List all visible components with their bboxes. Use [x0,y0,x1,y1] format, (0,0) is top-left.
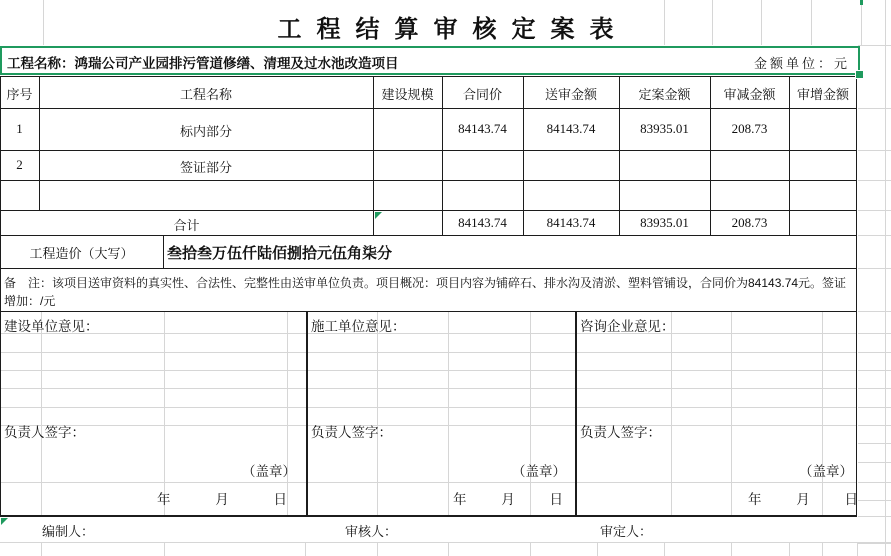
cost-words-label: 工程造价（大写） [29,246,134,261]
gridline [530,543,531,556]
gridline [858,407,891,408]
col-header-contract: 合同价 [462,87,502,102]
gridline [1,388,856,389]
col-header-serial: 序号 [6,87,33,102]
table-border-line [0,515,857,517]
gridline [448,543,449,556]
gridline [858,352,891,353]
cell-name: 签证部分 [179,160,232,175]
col-header-reduced: 审减金额 [723,87,776,102]
cell-contract: 84143.74 [458,121,507,136]
gridline [822,543,823,556]
table-border-line [523,76,524,236]
cell-name: 标内部分 [179,124,232,139]
gridline [822,312,823,515]
gridline [1,352,856,353]
gridline [858,443,891,444]
table-border-line [789,76,790,236]
seal-label: （盖章） [242,464,296,479]
gridline [164,543,165,556]
amount-unit-label: 金额单位：元 [753,56,850,71]
seal-label: （盖章） [799,464,853,479]
col-header-increased: 审增金额 [796,87,849,102]
day-label: 日 [549,492,563,507]
month-label: 月 [501,492,515,507]
selection-fill-handle[interactable] [855,70,864,79]
col-header-name: 工程名称 [179,87,232,102]
table-border-line [306,311,308,517]
cell-serial: 2 [16,157,23,172]
month-label: 月 [215,492,229,507]
col-header-scale: 建设规模 [381,87,434,102]
table-border-line [163,235,164,269]
cell-error-triangle-icon [1,518,8,525]
gridline [1,370,856,371]
gridline [789,543,790,556]
cell-finalized: 83935.01 [640,121,689,136]
cost-words-value: 叁拾叁万伍仟陆佰捌拾元伍角柒分 [167,245,393,262]
col-header-submitted: 送审金额 [544,87,597,102]
gridline [731,543,732,556]
gridline [858,235,891,236]
total-finalized: 83935.01 [640,215,689,230]
gridline [858,482,891,483]
gridline [305,543,306,556]
table-border-line [0,180,857,181]
gridline [671,312,672,515]
table-border-line [0,268,857,269]
gridline [858,210,891,211]
gridline [164,312,165,515]
gridline [858,500,891,501]
gridline [1,425,856,426]
cell-reduced: 208.73 [731,121,768,136]
gridline [377,312,378,515]
gridline [858,333,891,334]
remark-line1: 备 注：该项目送审资料的真实性、合法性、完整性由送审单位负责。项目概况：项目内容为铺碎石、排水沟及清淤、塑料管铺设，合同价为84143.74元。签证 [4,276,847,290]
gridline [41,543,42,556]
cell-error-triangle-icon [375,212,382,219]
gridline [0,542,891,543]
gridline [858,268,891,269]
table-border-line [0,235,857,236]
total-reduced: 208.73 [731,215,768,230]
year-label: 年 [157,492,171,507]
cell-serial: 1 [16,121,23,136]
table-border-line [0,311,857,312]
gridline [530,312,531,515]
selected-project-row[interactable] [0,46,860,75]
total-submitted: 84143.74 [546,215,596,230]
total-label: 合计 [173,218,200,233]
gridline [858,462,891,463]
gridline [858,425,891,426]
gridline [858,543,891,544]
gridline [885,0,886,556]
gridline [858,388,891,389]
section-title-construction-unit: 建设单位意见： [4,319,99,334]
table-border-line [0,210,857,211]
remark-line2: 增加：/元 [4,294,56,308]
sign-label: 负责人签字： [580,425,661,440]
gridline [664,543,665,556]
project-name-label: 工程名称：鸿瑞公司产业园排污管道修缮、清理及过水池改造项目 [7,56,399,71]
cell-submitted: 84143.74 [546,121,596,136]
table-border-line [856,76,857,517]
table-border-line [710,76,711,236]
section-title-contractor-unit: 施工单位意见： [311,319,406,334]
table-border-line [442,76,443,236]
table-border-line [373,76,374,236]
sign-label: 负责人签字： [4,425,85,440]
selection-edge-mark [860,0,863,5]
gridline [41,312,42,515]
gridline [858,311,891,312]
gridline [597,543,598,556]
gridline [858,180,891,181]
gridline [858,370,891,371]
table-border-line [0,150,857,151]
table-border-line [0,108,857,109]
gridline [731,312,732,515]
gridline [1,482,856,483]
year-label: 年 [748,492,762,507]
gridline [858,108,891,109]
day-label: 日 [844,492,858,507]
col-header-finalized: 定案金额 [638,87,691,102]
table-border-line [575,311,577,517]
table-border-line [0,76,1,517]
approver-label: 审定人： [600,524,653,539]
gridline [857,543,858,556]
year-label: 年 [453,492,467,507]
gridline [1,407,856,408]
month-label: 月 [796,492,810,507]
page-title: 工程结算审核定案表 [277,16,629,43]
date-line [748,488,858,508]
table-border-line [0,76,857,77]
gridline [858,516,891,517]
table-border-line [619,76,620,236]
gridline [448,312,449,515]
sign-label: 负责人签字： [311,425,392,440]
seal-label: （盖章） [512,464,566,479]
total-contract: 84143.74 [458,215,507,230]
date-line [157,488,287,508]
gridline [1,333,856,334]
preparer-label: 编制人： [42,524,95,539]
gridline [858,150,891,151]
gridline [287,312,288,515]
section-title-consulting-firm: 咨询企业意见： [580,319,675,334]
gridline [858,45,891,46]
gridline [377,543,378,556]
reviewer-label: 审核人： [345,524,398,539]
date-line [453,488,563,508]
day-label: 日 [273,492,287,507]
